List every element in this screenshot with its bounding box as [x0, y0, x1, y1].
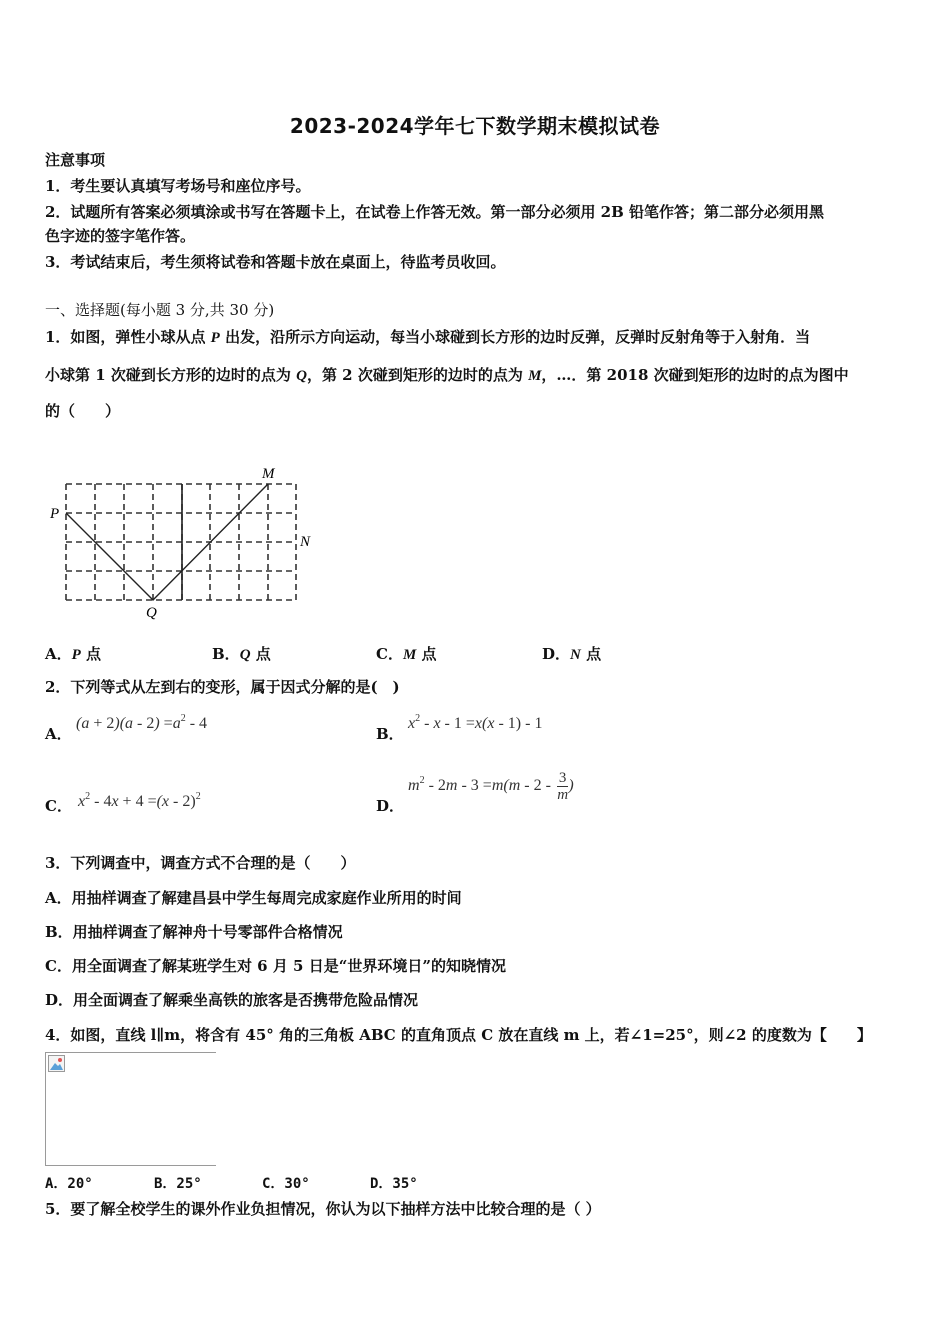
q1-figure — [40, 460, 330, 625]
q1-stem-line1: 1．如图，弹性小球从点 P 出发，沿所示方向运动，每当小球碰到长方形的边时反弹，反弹时反射角等于入射角．当 — [45, 328, 811, 346]
q2-option-a-letter: A． — [45, 725, 72, 743]
q1-option-d: D．N 点 — [542, 645, 602, 663]
q1-option-c: C．M 点 — [376, 645, 437, 663]
q2-option-b-expr: $x^2 - x - 1 =x(x - 1) - 1$ — [408, 713, 543, 732]
notice-item: 1．考生要认真填写考场号和座位序号。 — [45, 177, 311, 195]
grid-dashed-lines — [66, 484, 296, 600]
q4-option-a: A．20° — [45, 1176, 93, 1192]
broken-image-icon — [47, 1054, 67, 1074]
label-Q: Q — [146, 605, 157, 621]
q4-option-c: C．30° — [262, 1176, 310, 1192]
q4-option-d: D．35° — [370, 1176, 418, 1192]
notice-item: 2．试题所有答案必须填涂或书写在答题卡上，在试卷上作答无效。第一部分必须用 2B 铅笔作答；第二部分必须用黑 — [45, 203, 825, 221]
q3-option-b: B．用抽样调查了解神舟十号零部件合格情况 — [45, 923, 343, 941]
q1-option-a: A．P 点 — [45, 645, 102, 663]
q2-option-b-letter: B． — [376, 725, 404, 743]
notice-item: 色字迹的签字笔作答。 — [45, 227, 196, 245]
q2-option-c-letter: C． — [45, 797, 72, 815]
q2-option-d-expr: $m^2 - 2m - 3 =m(m - 2$ - $\frac{3}{m}$ ) — [408, 770, 574, 803]
q4-stem: 4．如图，直线 l∥m，将含有 45° 角的三角板 ABC 的直角顶点 C 放在直线 m 上，若∠1=25°，则∠2 的度数为【 】 — [45, 1026, 872, 1044]
q5-stem: 5．要了解全校学生的课外作业负担情况，你认为以下抽样方法中比较合理的是（ ） — [45, 1200, 601, 1218]
section-heading: 一、选择题(每小题 3 分,共 30 分) — [45, 301, 275, 319]
label-P: P — [50, 506, 60, 522]
q3-option-d: D．用全面调查了解乘坐高铁的旅客是否携带危险品情况 — [45, 991, 419, 1009]
page-title: 2023-2024学年七下数学期末模拟试卷 — [289, 114, 661, 138]
notice-heading: 注意事项 — [45, 151, 106, 169]
q2-option-c-expr: $x^2 - 4x + 4 =(x - 2)^2$ — [78, 791, 201, 810]
q1-stem-line3: 的（ ） — [45, 402, 121, 420]
q2-option-a-expr: $(a + 2)(a - 2) =a^2 - 4$ — [76, 713, 208, 732]
q2-option-d-letter: D． — [376, 797, 405, 815]
q3-stem: 3．下列调查中，调查方式不合理的是（ ） — [45, 854, 356, 872]
q4-option-b: B．25° — [154, 1176, 202, 1192]
q2-stem: 2．下列等式从左到右的变形，属于因式分解的是( ) — [45, 678, 400, 696]
q3-option-c: C．用全面调查了解某班学生对 6 月 5 日是“世界环境日”的知晓情况 — [45, 957, 506, 975]
notice-item: 3．考试结束后，考生须将试卷和答题卡放在桌面上，待监考员收回。 — [45, 253, 506, 271]
q4-figure-broken-image — [45, 1052, 216, 1166]
label-M: M — [262, 466, 275, 482]
q3-option-a: A．用抽样调查了解建昌县中学生每周完成家庭作业所用的时间 — [45, 889, 462, 907]
q1-stem-line2: 小球第 1 次碰到长方形的边时的点为 Q，第 2 次碰到矩形的边时的点为 M，…．第 2018 次碰到矩形的边时的点为图中 — [45, 366, 849, 384]
label-N: N — [300, 534, 311, 550]
q1-option-b: B．Q 点 — [212, 645, 271, 663]
